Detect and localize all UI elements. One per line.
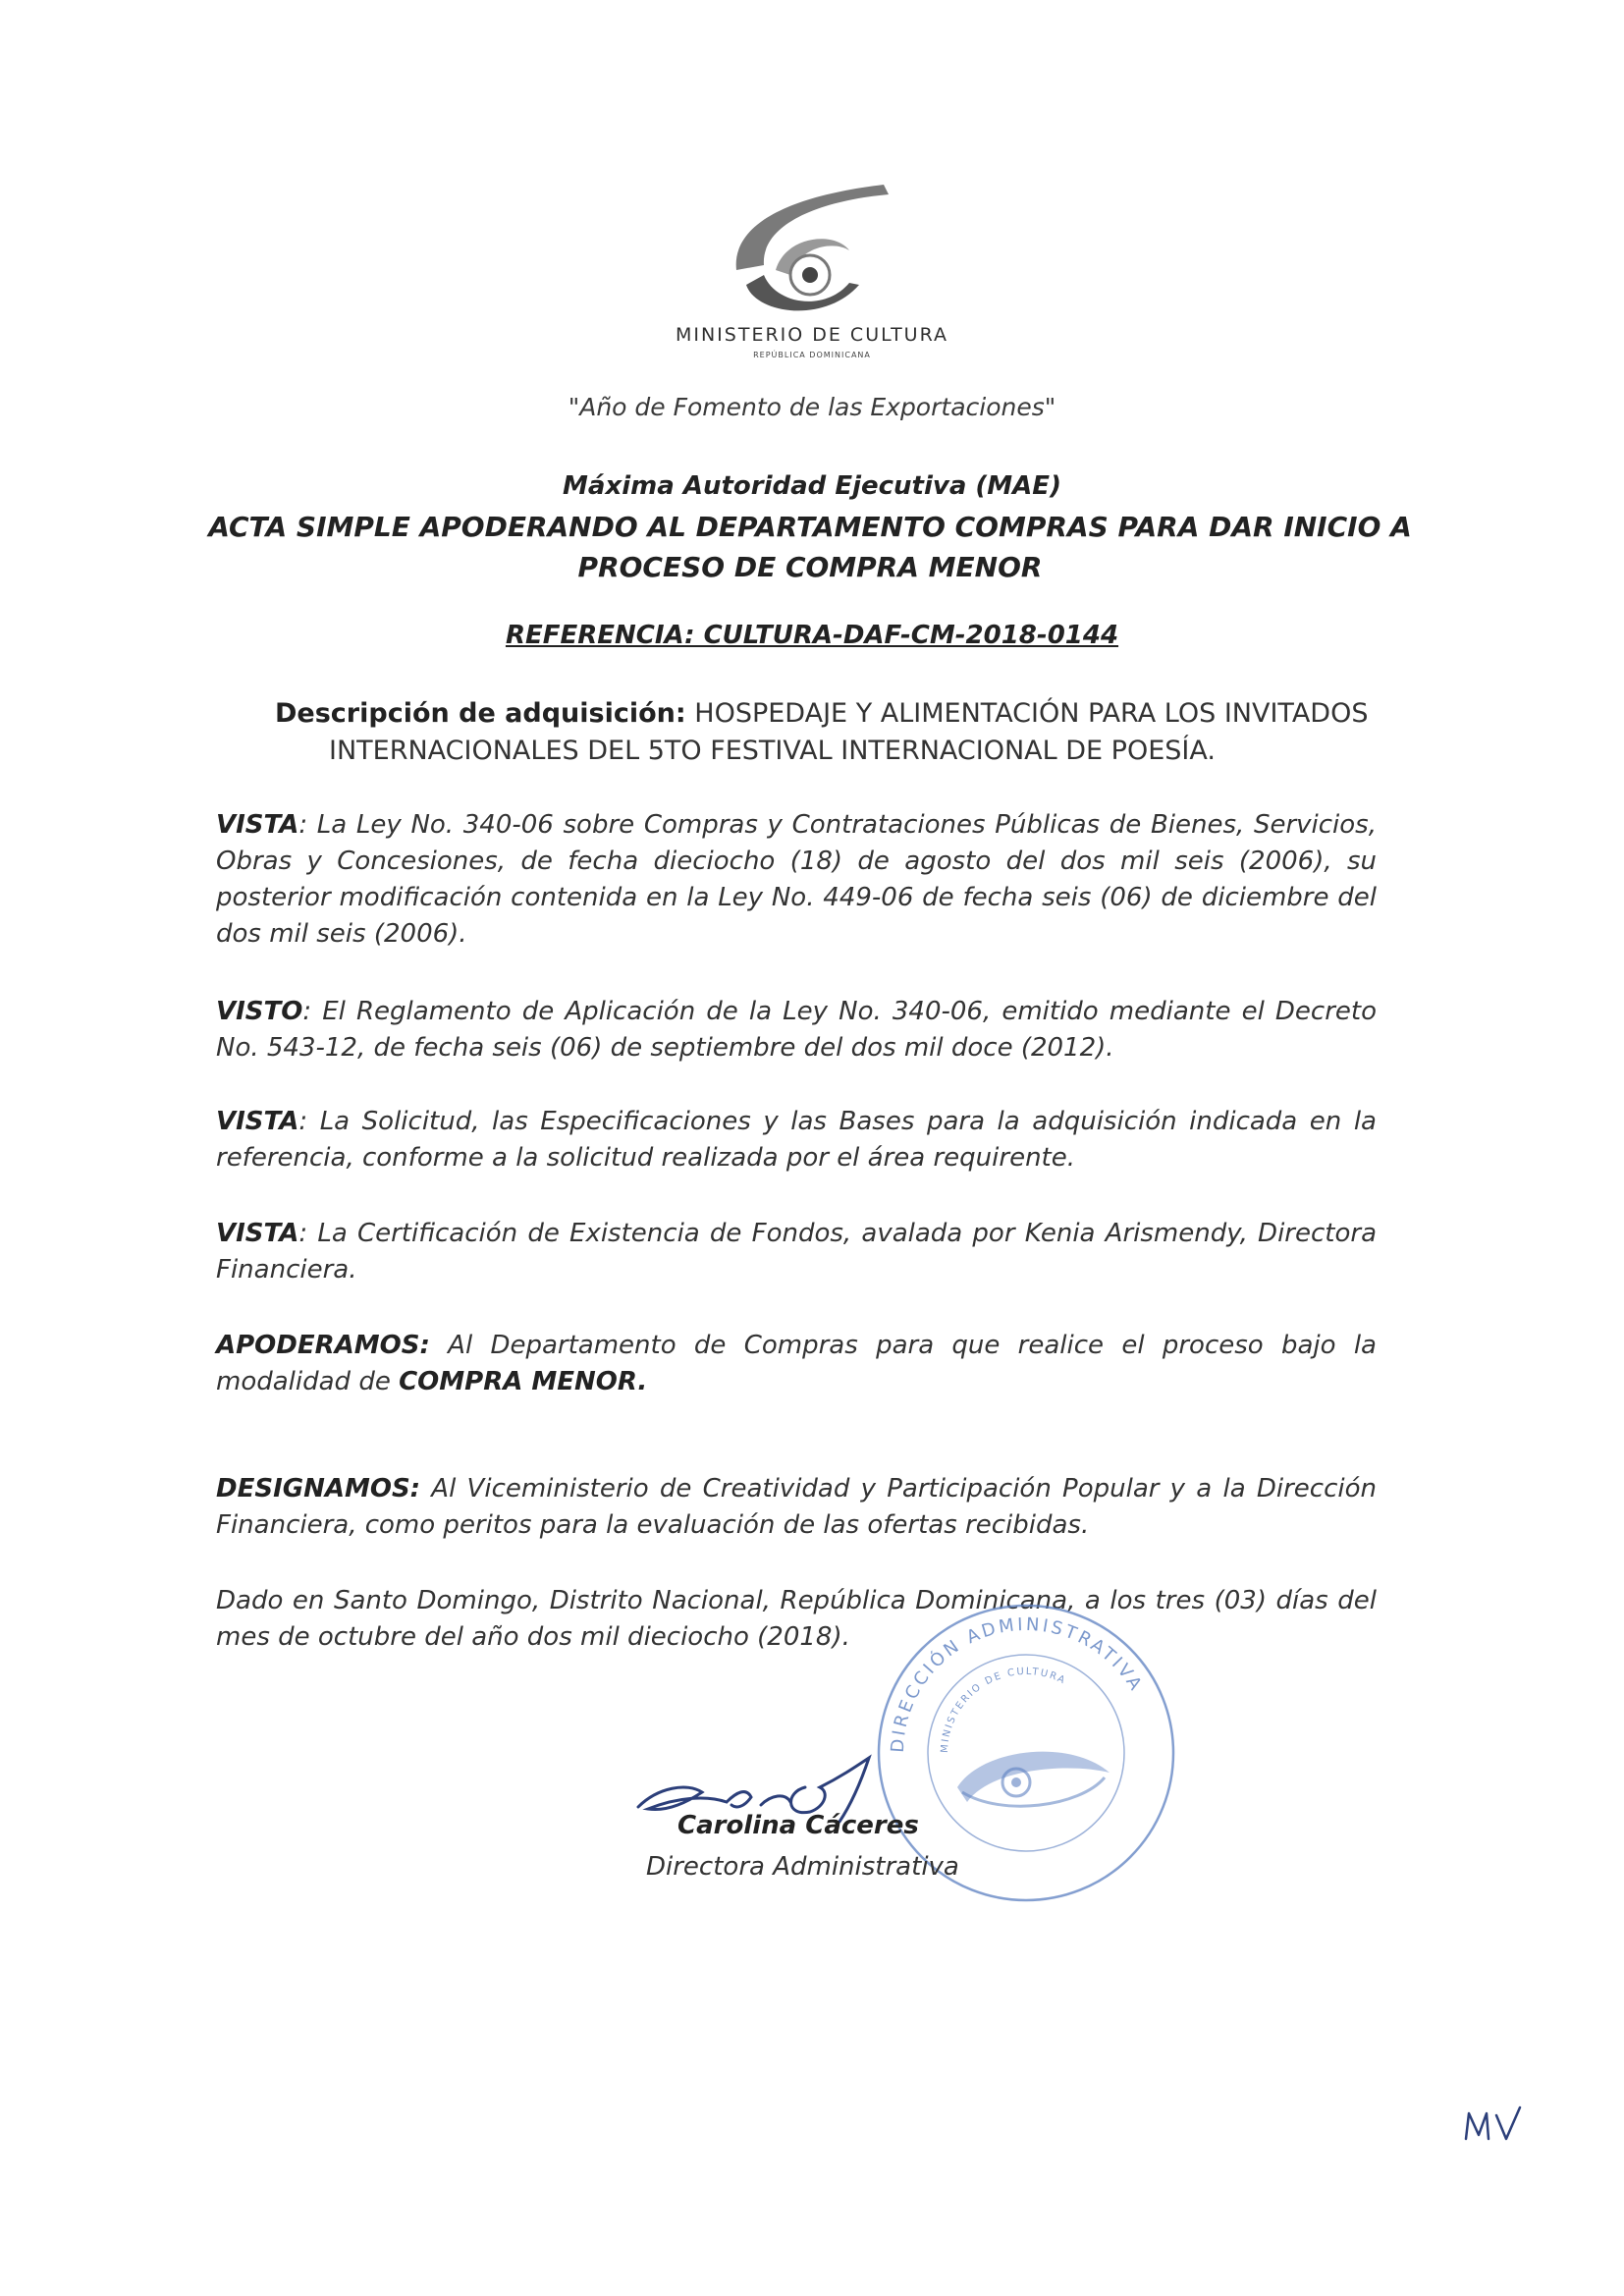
year-motto: "Año de Fomento de las Exportaciones" <box>568 393 1056 421</box>
paragraph-label: DESIGNAMOS: <box>216 1474 421 1503</box>
paragraph-vista-solicitud <box>216 1104 1377 1176</box>
paragraph-label: APODERAMOS: <box>216 1331 430 1360</box>
org-name: MINISTERIO DE CULTURA <box>675 324 949 346</box>
paragraph-apoderamos <box>216 1328 1377 1400</box>
paragraph-text: Al Departamento de Compras para que realice el proceso bajo la modalidad de <box>216 1331 1377 1396</box>
description-text-1: HOSPEDAJE Y ALIMENTACIÓN PARA LOS INVITADOS <box>694 698 1369 729</box>
svg-text:MINISTERIO DE CULTURA <box>940 1667 1068 1753</box>
document-title: ACTA SIMPLE APODERANDO AL DEPARTAMENTO COMPRAS PARA DAR INICIO A PROCESO DE COMPRA MENOR <box>208 511 1412 583</box>
paragraph-vista-certificacion <box>216 1216 1377 1288</box>
stamp-inner-text: MINISTERIO DE CULTURA <box>939 1666 1068 1754</box>
description-label: Descripción de adquisición: <box>275 698 686 729</box>
signer-name: Carolina Cáceres <box>677 1811 919 1840</box>
paragraph-designamos <box>216 1471 1377 1544</box>
reference-number: REFERENCIA: CULTURA-DAF-CM-2018-0144 <box>505 621 1119 650</box>
paragraph-label: VISTA <box>216 1219 299 1248</box>
paragraph-text: : El Reglamento de Aplicación de la Ley No. 340-06, emitido mediante el Decreto No. 543-12, de fecha seis (06) de septiembre del dos mil doce (2012). <box>216 997 1377 1063</box>
stamp-text: DIRECCIÓN ADMINISTRATIVA <box>887 1613 1148 1754</box>
svg-text:DIRECCIÓN ADMINISTRATIVA <box>888 1614 1147 1754</box>
paragraph-vista-ley <box>216 807 1377 953</box>
paragraph-label: VISTA <box>216 810 299 840</box>
paragraph-label: VISTO <box>216 997 303 1026</box>
description-text-2: INTERNACIONALES DEL 5TO FESTIVAL INTERNACIONAL DE POESÍA. <box>329 736 1216 766</box>
paragraph-visto-reglamento <box>216 994 1377 1066</box>
org-subtitle: REPÚBLICA DOMINICANA <box>753 351 871 359</box>
paragraph-label: VISTA <box>216 1107 299 1136</box>
paragraph-dado-en <box>216 1583 1377 1656</box>
paragraph-text: : La Ley No. 340-06 sobre Compras y Contrataciones Públicas de Bienes, Servicios, Obras y Concesiones, de fecha dieciocho (18) de agosto del dos mil seis (2006), su posterior modificación contenida en la Ley No. 449-06 de fecha seis (06) de diciembre del dos mil seis (2006). <box>216 810 1377 949</box>
document-title-mae: Máxima Autoridad Ejecutiva (MAE) <box>563 471 1061 501</box>
paragraph-text: : La Solicitud, las Especificaciones y las Bases para la adquisición indicada en la referencia, conforme a la solicitud realizada por el área requirente. <box>216 1107 1377 1173</box>
signer-role: Directora Administrativa <box>646 1852 959 1882</box>
modality-emphasis: COMPRA MENOR. <box>399 1367 648 1396</box>
paragraph-text: : La Certificación de Existencia de Fondos, avalada por Kenia Arismendy, Directora Financiera. <box>216 1219 1377 1285</box>
paragraph-text: Al Viceministerio de Creatividad y Participación Popular y a la Dirección Financiera, como peritos para la evaluación de las ofertas recibidas. <box>216 1474 1377 1540</box>
ministry-logo-icon <box>717 177 913 334</box>
acquisition-description <box>275 695 1375 770</box>
paragraph-text: Dado en Santo Domingo, Distrito Nacional, República Dominicana, a los tres (03) días del mes de octubre del año dos mil dieciocho (2018). <box>216 1586 1377 1652</box>
handwritten-initials-icon <box>1461 2102 1530 2151</box>
